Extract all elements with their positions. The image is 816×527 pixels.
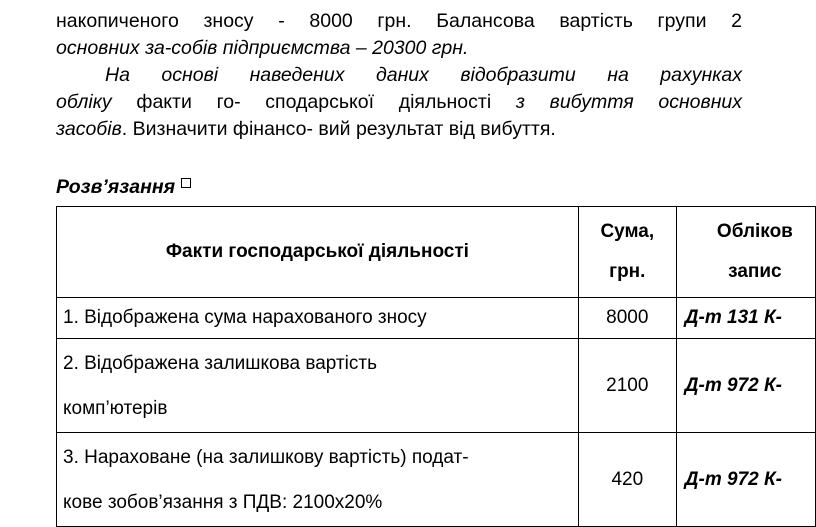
sum-cell: 2100: [578, 339, 676, 433]
table-header-row: [57, 207, 816, 298]
header-sum-line: грн.: [609, 261, 646, 282]
intro-paragraph: [56, 8, 742, 62]
fact-line: кове зобов’язання з ПДВ: 2100х20%: [63, 491, 383, 513]
table-row: [57, 298, 816, 339]
intro-line-2: основних за-собів підприємства – 20300 грн.: [56, 37, 469, 59]
header-entries-line: запис: [728, 261, 782, 282]
task-line-1: На основі наведених даних відобразити на рахунках: [105, 64, 742, 86]
header-entries: [676, 207, 815, 298]
task-text: .: [550, 118, 556, 140]
fact-cell: [57, 433, 579, 527]
solution-heading: [56, 176, 191, 199]
entry-cell: Д-т 131 К-: [676, 298, 815, 339]
fact-line: 3. Нараховане (на залишкову вартість) подат-: [63, 446, 469, 468]
transactions-table: [56, 206, 816, 527]
checkbox-square-icon: [181, 178, 191, 188]
task-text: факти го- сподарської діяльності: [136, 91, 492, 113]
fact-line: 2. Відображена залишкова вартість: [63, 352, 377, 374]
sum-cell: 8000: [578, 298, 676, 339]
header-sum: [578, 207, 676, 298]
sum-cell: 420: [578, 433, 676, 527]
task-text: . Визначити фінансо- вий результат від вибуття: [121, 118, 551, 140]
table-row: [57, 433, 816, 527]
solution-heading-text: Розв’язання: [56, 176, 176, 198]
table-row: [57, 339, 816, 433]
task-paragraph: [56, 62, 742, 143]
header-sum-line: Сума,: [600, 221, 655, 242]
fact-line: комп’ютерів: [63, 397, 168, 419]
intro-line-1: накопиченого зносу - 8000 грн. Балансова вартість групи 2: [56, 10, 742, 32]
task-text: з вибуття основних: [515, 91, 743, 113]
task-line-2: [56, 89, 742, 116]
header-entries-line: Обліков: [716, 221, 793, 242]
entry-cell: Д-т 972 К-: [676, 433, 815, 527]
task-text: обліку: [56, 91, 112, 113]
fact-cell: [57, 339, 579, 433]
entry-cell: Д-т 972 К-: [676, 339, 815, 433]
task-text: засобів: [56, 118, 122, 140]
task-line-3: [56, 116, 742, 143]
header-facts: Факти господарської діяльності: [57, 207, 579, 298]
fact-cell: 1. Відображена сума нарахованого зносу: [57, 298, 579, 339]
